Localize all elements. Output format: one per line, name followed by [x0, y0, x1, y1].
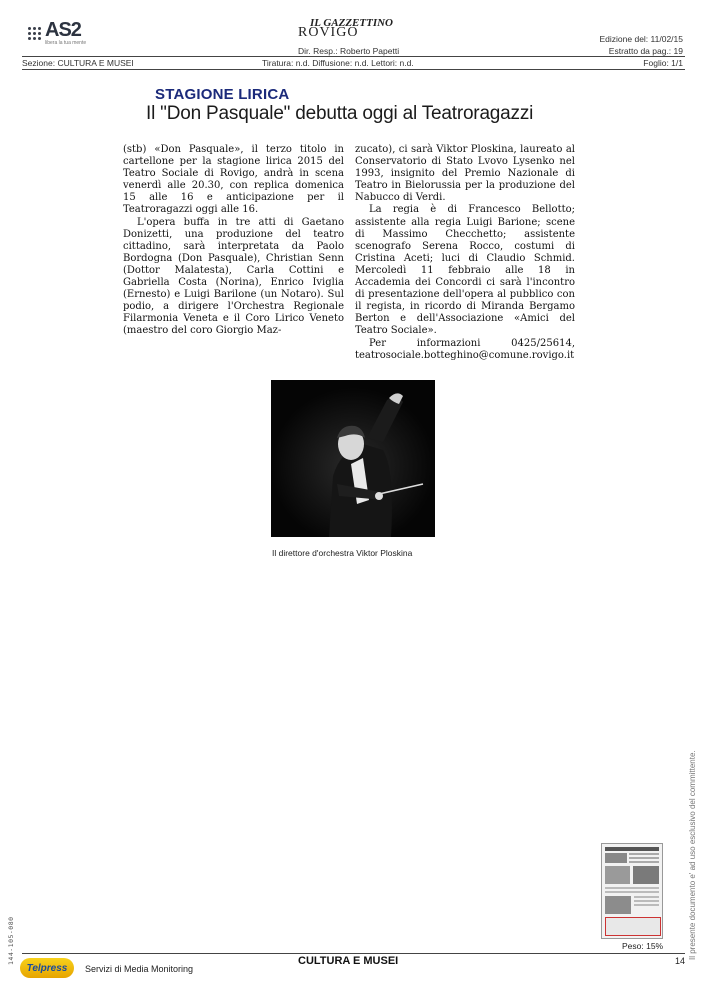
article-column-1 — [123, 144, 344, 338]
article-kicker: STAGIONE LIRICA — [155, 86, 290, 103]
page-extract: Estratto da pag.: 19 — [608, 46, 683, 56]
disclaimer-text: Il presente documento e' ad uso esclusivo del committente. — [688, 750, 697, 960]
director-line: Dir. Resp.: Roberto Papetti — [298, 46, 400, 56]
header-rule-top — [22, 56, 685, 57]
sheet-number: Foglio: 1/1 — [643, 58, 683, 68]
photo-caption: Il direttore d'orchestra Viktor Ploskina — [272, 548, 413, 558]
conductor-silhouette-icon — [271, 380, 435, 537]
article-headline: Il "Don Pasquale" debutta oggi al Teatroragazzi — [146, 103, 534, 124]
paragraph: Per informazioni 0425/25614, teatrosociale.botteghino@comune.rovigo.it — [355, 337, 575, 361]
article-column-2 — [355, 144, 575, 362]
document-code: 144-105-080 — [7, 916, 15, 965]
newspaper-name: IL GAZZETTINO — [310, 17, 394, 29]
weight-label: Peso: 15% — [622, 941, 664, 951]
agency-logo-text: AS2 — [45, 19, 81, 41]
section-label: Sezione: CULTURA E MUSEI — [22, 58, 134, 68]
paragraph: zucato), ci sarà Viktor Ploskina, laureato al Conservatorio di Stato Lvovo Lysenko nel 1993, insignito del Premio Nazionale di Teatro in Bielorussia per la produzione del Nabucco di Verdi. — [355, 144, 575, 204]
paragraph: L'opera buffa in tre atti di Gaetano Donizetti, una produzione del teatro cittadino, sarà interpretata da Paolo Bordogna (Don Pasquale), Christian Senn (Dottor Malatesta), Carla Cottini e Gabriella Costa (Norina), Enrico Iviglia (Ernesto) e Luigi Barilone (un Notaro). Sul podio, a dirigere l'Orchestra Regionale Filarmonia Veneta e il Coro Lirico Veneto (maestro del coro Giorgio Maz- — [123, 216, 344, 337]
newspaper-city: ROVIGO — [298, 25, 359, 40]
service-label: Servizi di Media Monitoring — [85, 964, 194, 974]
agency-tagline: libera la tua mente — [45, 40, 87, 46]
footer-rule — [22, 953, 685, 954]
conductor-photo — [271, 380, 435, 537]
newspaper-masthead — [298, 17, 428, 41]
edition-date: Edizione del: 11/02/15 — [599, 34, 683, 44]
page-thumbnail — [601, 843, 663, 939]
telpress-logo-text: Telpress — [26, 962, 68, 974]
footer-section: CULTURA E MUSEI — [298, 955, 399, 967]
header-rule-bottom — [22, 69, 685, 70]
paragraph: La regia è di Francesco Bellotto; assistente alla regia Luigi Barione; scene di Massimo Checchetto; assistente scenografo Serena Rocco, costumi di Cristina Aceti; luci di Claudio Schmid. Mercoledì 11 febbraio alle 18 in Accademia dei Concordi ci sarà l'incontro di presentazione dell'opera al pubblico con il regista, in ricordo di Miranda Bergamo Berton e dell'Associazione «Amici del Teatro Sociale». — [355, 204, 575, 337]
circulation-line: Tiratura: n.d. Diffusione: n.d. Lettori: n.d. — [262, 58, 414, 68]
paragraph: (stb) «Don Pasquale», il terzo titolo in cartellone per la stagione lirica 2015 del Teatro Sociale di Rovigo, andrà in scena venerdì alle 20.30, con replica domenica 15 alle 16 e anticipazione per il Teatroragazzi oggi alle 16. — [123, 144, 344, 216]
agency-logo — [28, 20, 86, 46]
telpress-logo — [20, 958, 74, 978]
dots-icon — [28, 27, 41, 40]
page-number: 14 — [675, 956, 686, 966]
